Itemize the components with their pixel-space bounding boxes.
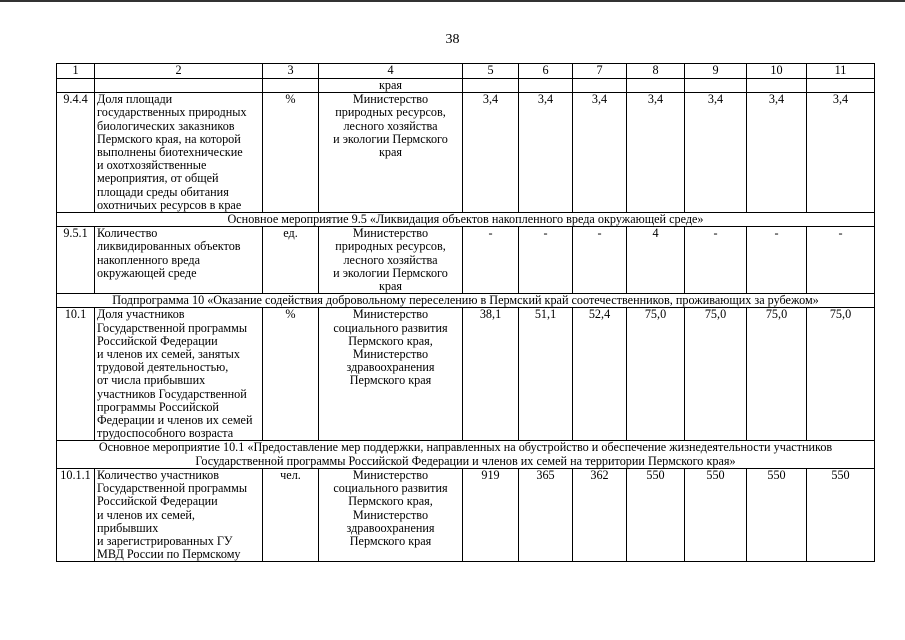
cont-empty-cell [627,79,685,93]
value-col-7: 362 [573,468,627,561]
section-title-row [57,441,875,468]
responsible-ministry [319,468,463,561]
text-line: края [378,145,403,160]
text-line: и членов их семей, [97,507,195,522]
indicator-name [95,308,263,441]
value-col-11: 550 [807,468,875,561]
text-line: края [378,279,403,294]
text-line: Министерство [352,307,429,322]
text-line: природных ресурсов, [335,239,446,254]
section-title [57,213,875,227]
section-title [57,441,875,468]
text-line: Государственной программы Российской Федерации и членов их семей на территории Пермского края» [195,453,736,468]
cont-empty-cell [519,79,573,93]
continuation-row [57,79,875,93]
text-line: участников Государственной [97,386,247,401]
section-title-row [57,294,875,308]
value-col-6: - [519,227,573,294]
value-col-11: - [807,227,875,294]
value-col-5: 3,4 [463,93,519,213]
value-col-11: 75,0 [807,308,875,441]
indicator-unit: ед. [263,227,319,294]
header-cell-3: 3 [263,64,319,79]
text-line: Федерации и членов их семей [97,413,253,428]
text-line: Количество [97,226,158,241]
value-col-7: 3,4 [573,93,627,213]
header-cell-11: 11 [807,64,875,79]
value-col-9: 3,4 [685,93,747,213]
value-col-10: 3,4 [747,93,807,213]
text-line: социального развития [333,481,448,496]
text-line: программы Российской [97,399,219,414]
text-line: Основное мероприятие 10.1 «Предоставление мер поддержки, направленных на обустройство и обеспечение жизнедеятельности участников [98,440,833,455]
text-line: здравоохранения [346,360,435,375]
text-line: Российской Федерации [97,333,218,348]
cont-empty-cell [807,79,875,93]
text-line: Основное мероприятие 9.5 «Ликвидация объектов накопленного вреда окружающей среде» [227,212,704,227]
value-col-10: 550 [747,468,807,561]
value-col-11: 3,4 [807,93,875,213]
header-cell-2: 2 [95,64,263,79]
header-cell-6: 6 [519,64,573,79]
indicator-code: 10.1.1 [57,468,95,561]
text-line: мероприятия, от общей [97,171,219,186]
indicator-code: 9.5.1 [57,227,95,294]
header-cell-4: 4 [319,64,463,79]
indicator-row [57,468,875,561]
text-line: Министерство [352,347,429,362]
text-line: Министерство [352,507,429,522]
value-col-5: 38,1 [463,308,519,441]
header-cell-5: 5 [463,64,519,79]
value-col-8: 75,0 [627,308,685,441]
cont-name-cell [95,79,263,93]
text-line: Доля площади [97,92,173,107]
header-cell-9: 9 [685,64,747,79]
cont-empty-cell [747,79,807,93]
value-col-8: 3,4 [627,93,685,213]
header-cell-10: 10 [747,64,807,79]
text-line: Государственной программы [97,481,248,496]
value-col-9: 75,0 [685,308,747,441]
header-cell-1: 1 [57,64,95,79]
value-col-7: 52,4 [573,308,627,441]
text-line: Министерство [352,226,429,241]
text-line: и членов их семей, занятых [97,347,240,362]
text-line: Количество участников [97,468,220,482]
indicator-row [57,93,875,213]
text-line: охотничьих ресурсов в крае [97,197,242,212]
responsible-ministry [319,93,463,213]
text-line: трудовой деятельностью, [97,360,229,375]
text-line: лесного хозяйства [343,252,438,267]
text-line: накопленного вреда [97,252,201,267]
text-line: выполнены биотехнические [97,145,243,160]
cont-code-cell [57,79,95,93]
text-line: Российской Федерации [97,494,218,509]
page-number: 38 [445,32,460,47]
indicator-code: 10.1 [57,308,95,441]
cont-empty-cell [573,79,627,93]
text-line: и охотхозяйственные [97,158,207,173]
indicators-table [56,63,875,562]
text-line: здравоохранения [346,520,435,535]
top-border-line [0,0,905,2]
value-col-6: 365 [519,468,573,561]
indicator-unit: % [263,93,319,213]
text-line: Пермского края, на которой [97,131,241,146]
text-line: и зарегистрированных ГУ [97,533,233,548]
cont-empty-cell [463,79,519,93]
indicator-name [95,93,263,213]
value-col-6: 51,1 [519,308,573,441]
text-line: Государственной программы [97,320,248,335]
text-line: и экологии Пермского [333,131,448,146]
text-line: Пермского края, [348,333,433,348]
value-col-7: - [573,227,627,294]
value-col-10: 75,0 [747,308,807,441]
text-line: биологических заказников [97,118,235,133]
text-line: государственных природных [97,105,247,120]
section-title-row [57,213,875,227]
section-title [57,294,875,308]
indicator-name [95,468,263,561]
text-line: трудоспособного возраста [97,426,234,441]
indicator-code: 9.4.4 [57,93,95,213]
text-line: прибывших [97,520,159,535]
indicator-name [95,227,263,294]
value-col-5: - [463,227,519,294]
text-line: Подпрограмма 10 «Оказание содействия добровольному переселению в Пермский край соотечественников, проживающих за рубежом» [112,293,819,308]
value-col-9: 550 [685,468,747,561]
value-col-8: 550 [627,468,685,561]
header-cell-8: 8 [627,64,685,79]
cont-unit-cell [263,79,319,93]
text-line: Доля участников [97,307,185,322]
text-line: Пермского края [349,533,432,548]
value-col-6: 3,4 [519,93,573,213]
text-line: окружающей среде [97,265,197,280]
text-line: социального развития [333,320,448,335]
text-line: Министерство [352,468,429,482]
text-line: МВД России по Пермскому [97,547,241,562]
text-line: Министерство [352,92,429,107]
indicator-unit: % [263,308,319,441]
header-cell-7: 7 [573,64,627,79]
text-line: и экологии Пермского [333,265,448,280]
text-line: от числа прибывших [97,373,206,388]
value-col-8: 4 [627,227,685,294]
indicator-row [57,227,875,294]
header-row [57,64,875,79]
indicator-row [57,308,875,441]
text-line: Пермского края [349,373,432,388]
cont-ministry-cell: края [319,79,463,93]
indicator-unit: чел. [263,468,319,561]
text-line: лесного хозяйства [343,118,438,133]
responsible-ministry [319,308,463,441]
cont-empty-cell [685,79,747,93]
text-line: Пермского края, [348,494,433,509]
value-col-5: 919 [463,468,519,561]
responsible-ministry [319,227,463,294]
value-col-10: - [747,227,807,294]
value-col-9: - [685,227,747,294]
table-body [57,64,875,562]
text-line: ликвидированных объектов [97,239,241,254]
text-line: площади среды обитания [97,184,229,199]
text-line: природных ресурсов, [335,105,446,120]
